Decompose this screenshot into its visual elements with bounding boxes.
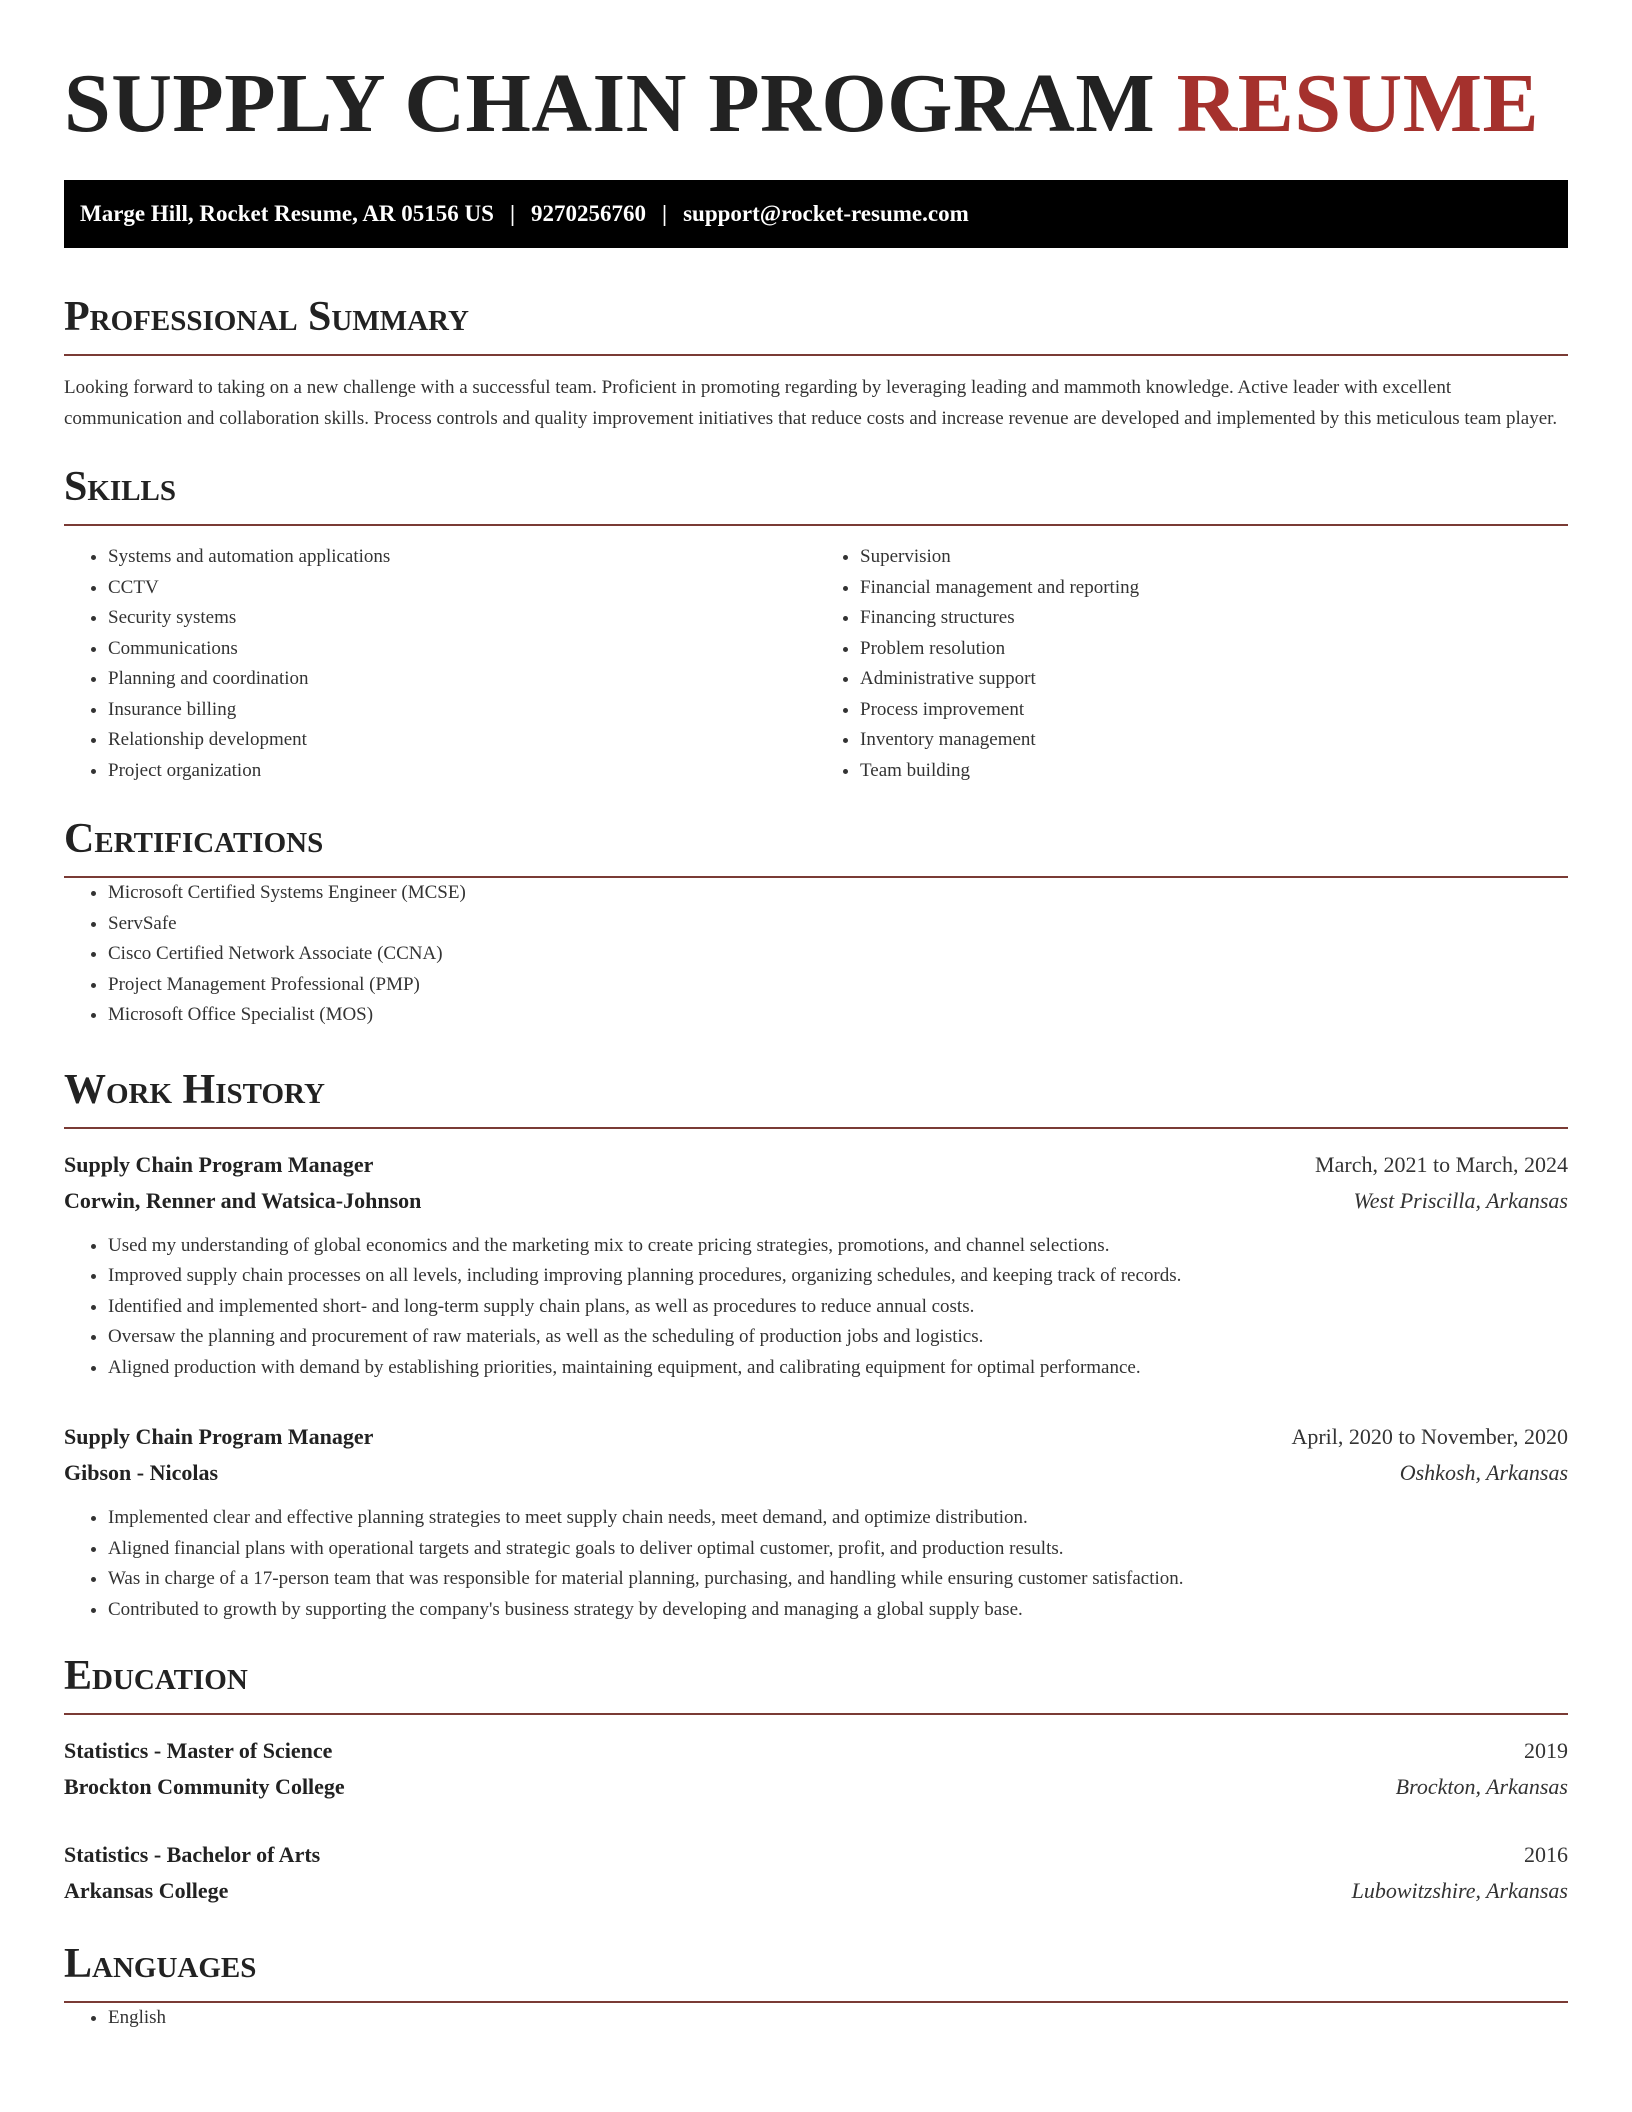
- job-location: Oshkosh, Arkansas: [1399, 1460, 1568, 1485]
- skill-item: • Process improvement: [860, 695, 1568, 726]
- certification-item: • ServSafe: [108, 909, 1568, 940]
- job-entry: [64, 1147, 1568, 1384]
- job-entry: [64, 1419, 1568, 1625]
- languages-heading: Languages: [64, 1939, 1568, 2003]
- skill-item: • Relationship development: [108, 725, 816, 756]
- language-item: • English: [108, 2003, 1568, 2034]
- skill-item: • Communications: [108, 634, 816, 665]
- job-duty: • Identified and implemented short- and long-term supply chain plans, as well as procedures to reduce annual costs.: [108, 1292, 1568, 1323]
- certification-item: • Microsoft Office Specialist (MOS): [108, 1000, 1568, 1031]
- job-duty: • Was in charge of a 17-person team that was responsible for material planning, purchasing, and handling while ensuring customer satisfaction.: [108, 1564, 1568, 1595]
- languages-list: [64, 2003, 1568, 2034]
- work-history-heading: Work History: [64, 1065, 1568, 1129]
- education-degree-row: [64, 1733, 1568, 1769]
- education-year: 2016: [1524, 1842, 1568, 1867]
- job-dates: April, 2020 to November, 2020: [1291, 1424, 1568, 1449]
- skills-list-right: [816, 542, 1568, 786]
- skills-columns: [64, 542, 1568, 786]
- skill-item: • Systems and automation applications: [108, 542, 816, 573]
- skill-item: • CCTV: [108, 573, 816, 604]
- job-company-row: [64, 1455, 1568, 1491]
- skill-item: • Security systems: [108, 603, 816, 634]
- skill-item: • Planning and coordination: [108, 664, 816, 695]
- contact-address: Marge Hill, Rocket Resume, AR 05156 US: [80, 201, 494, 226]
- education-year: 2019: [1524, 1738, 1568, 1763]
- job-title: Supply Chain Program Manager: [64, 1151, 374, 1177]
- skill-item: • Supervision: [860, 542, 1568, 573]
- education-location: Lubowitzshire, Arkansas: [1351, 1878, 1568, 1903]
- contact-bar: [64, 180, 1568, 248]
- skill-item: • Insurance billing: [108, 695, 816, 726]
- job-duty: • Aligned financial plans with operational targets and strategic goals to deliver optimal customer, profit, and production results.: [108, 1534, 1568, 1565]
- certifications-heading: Certifications: [64, 814, 1568, 878]
- job-duties: [64, 1503, 1568, 1625]
- skills-heading: Skills: [64, 462, 1568, 526]
- skill-item: • Project organization: [108, 756, 816, 787]
- contact-email: support@rocket-resume.com: [683, 201, 969, 226]
- education-school: Brockton Community College: [64, 1774, 345, 1799]
- summary-text: Looking forward to taking on a new challenge with a successful team. Proficient in promoting regarding by leveraging leading and mammoth knowledge. Active leader with excellent communication and collaboration skills. Process controls and quality improvement initiatives that reduce costs and increase revenue are developed and implemented by this meticulous team player.: [64, 377, 1558, 429]
- job-title-row: [64, 1419, 1568, 1455]
- job-title-row: [64, 1147, 1568, 1183]
- skills-list-left: [64, 542, 816, 786]
- job-duty: • Aligned production with demand by establishing priorities, maintaining equipment, and calibrating equipment for optimal performance.: [108, 1353, 1568, 1384]
- contact-separator: |: [662, 201, 668, 226]
- education-school-row: [64, 1769, 1568, 1805]
- education-degree: Statistics - Bachelor of Arts: [64, 1842, 321, 1867]
- education-entry: [64, 1837, 1568, 1909]
- job-duty: • Oversaw the planning and procurement of raw materials, as well as the scheduling of production jobs and logistics.: [108, 1322, 1568, 1353]
- job-duties: [64, 1231, 1568, 1384]
- job-company: Gibson - Nicolas: [64, 1460, 219, 1485]
- certification-item: • Cisco Certified Network Associate (CCNA): [108, 939, 1568, 970]
- resume-title: [64, 0, 1568, 152]
- job-duty: • Used my understanding of global economics and the marketing mix to create pricing strategies, promotions, and channel selections.: [108, 1231, 1568, 1262]
- skill-item: • Problem resolution: [860, 634, 1568, 665]
- job-duty: • Implemented clear and effective planning strategies to meet supply chain needs, meet demand, and optimize distribution.: [108, 1503, 1568, 1534]
- contact-phone: 9270256760: [531, 201, 647, 226]
- education-heading: Education: [64, 1651, 1568, 1715]
- job-dates: March, 2021 to March, 2024: [1315, 1151, 1568, 1177]
- skill-item: • Financing structures: [860, 603, 1568, 634]
- job-title: Supply Chain Program Manager: [64, 1424, 374, 1449]
- education-degree-row: [64, 1837, 1568, 1873]
- job-duty: • Improved supply chain processes on all levels, including improving planning procedures, organizing schedules, and keeping track of records.: [108, 1261, 1568, 1292]
- skill-item: • Financial management and reporting: [860, 573, 1568, 604]
- certification-item: • Project Management Professional (PMP): [108, 970, 1568, 1001]
- education-entry: [64, 1733, 1568, 1805]
- certifications-list: [64, 878, 1568, 1031]
- education-degree: Statistics - Master of Science: [64, 1738, 333, 1763]
- skill-item: • Administrative support: [860, 664, 1568, 695]
- skill-item: • Team building: [860, 756, 1568, 787]
- education-location: Brockton, Arkansas: [1395, 1774, 1568, 1799]
- job-company: Corwin, Renner and Watsica-Johnson: [64, 1187, 422, 1213]
- job-duty: • Contributed to growth by supporting the company's business strategy by developing and managing a global supply base.: [108, 1595, 1568, 1626]
- education-school: Arkansas College: [64, 1878, 229, 1903]
- contact-separator: |: [509, 201, 516, 226]
- title-main: SUPPLY CHAIN PROGRAM: [64, 57, 1156, 150]
- education-school-row: [64, 1873, 1568, 1909]
- skill-item: • Inventory management: [860, 725, 1568, 756]
- job-company-row: [64, 1183, 1568, 1219]
- summary-heading: Professional Summary: [64, 292, 1568, 356]
- certification-item: • Microsoft Certified Systems Engineer (MCSE): [108, 878, 1568, 909]
- title-accent: RESUME: [1176, 57, 1540, 150]
- job-location: West Priscilla, Arkansas: [1353, 1187, 1568, 1213]
